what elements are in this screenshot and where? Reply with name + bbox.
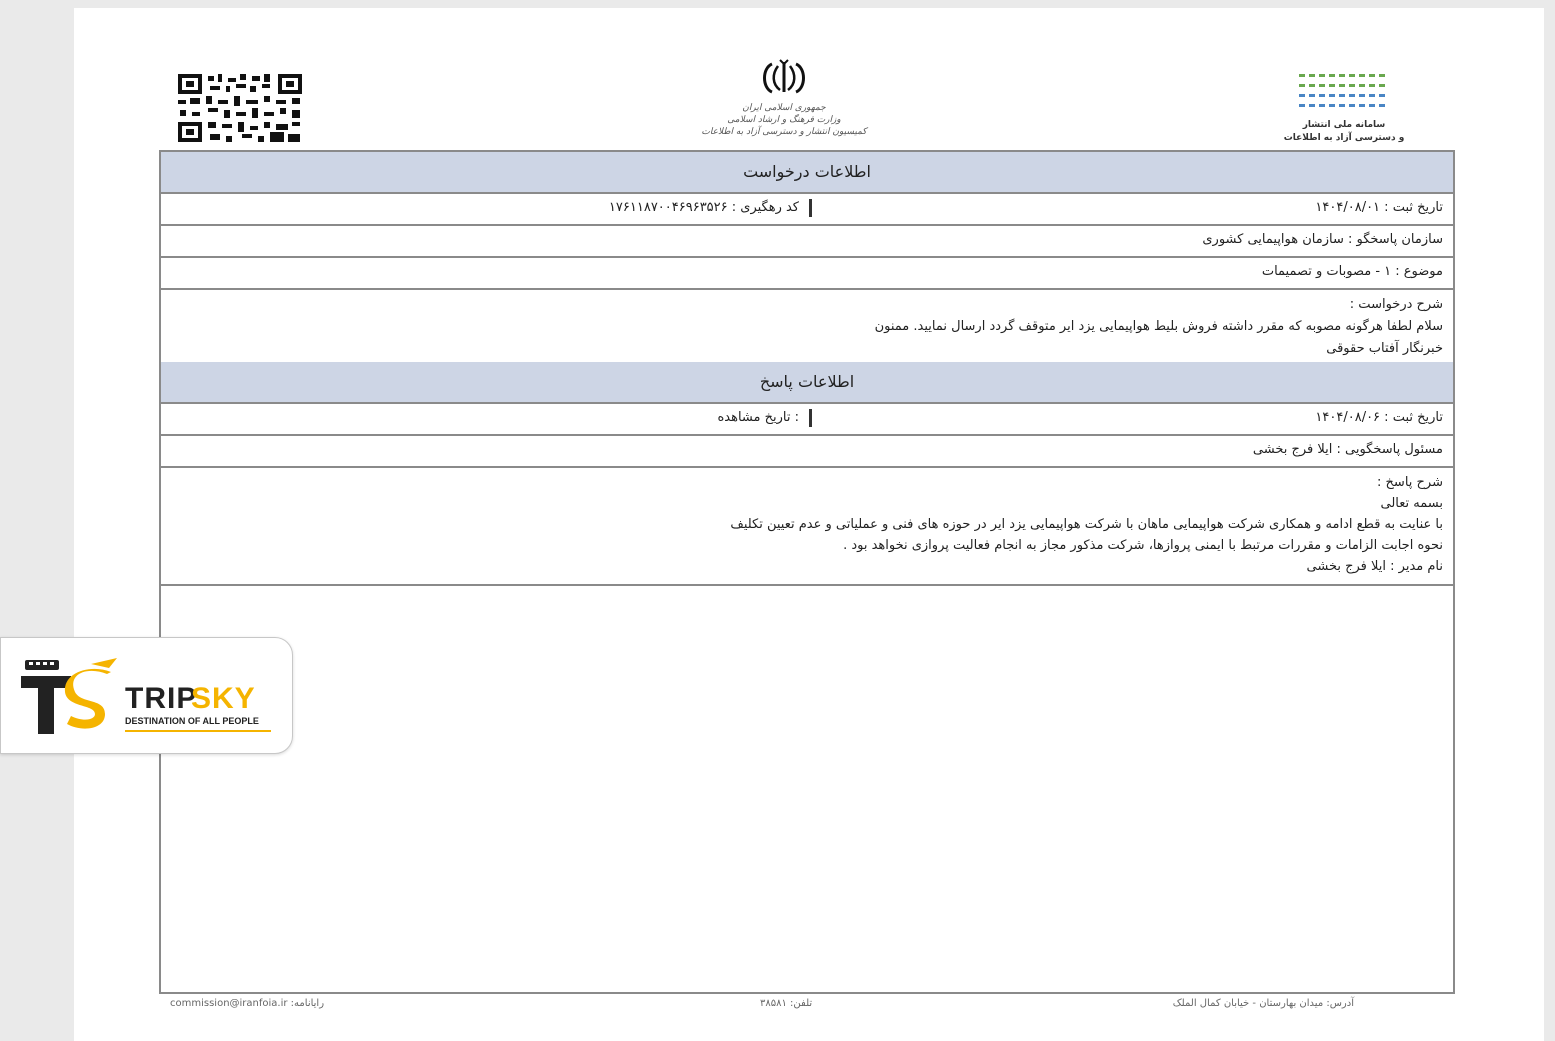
emblem-line-1: جمهوری اسلامی ایران	[742, 103, 826, 113]
request-desc-line-2: خبرنگار آفتاب حقوقی	[1326, 341, 1443, 356]
tripsky-logo-icon	[21, 658, 125, 738]
request-description-row	[161, 288, 1453, 364]
response-line-4: نام مدیر : ایلا فرج بخشی	[1306, 559, 1443, 574]
request-date-row	[161, 192, 1453, 226]
request-desc-line-1: سلام لطفا هرگونه مصوبه که مقرر داشته فروش بلیط هواپیمایی یزد ایر متوقف گردد ارسال نمایید. ممنون	[874, 319, 1443, 334]
footer-address: آدرس: میدان بهارستان - خیابان کمال الملک	[1172, 998, 1354, 1009]
request-form	[159, 150, 1455, 994]
emblem-line-3: کمیسیون انتشار و دسترسی آزاد به اطلاعات	[701, 127, 867, 137]
brand-name-part-2: SKY	[191, 682, 256, 715]
request-section-title: اطلاعات درخواست	[161, 152, 1453, 194]
tripsky-watermark	[0, 637, 293, 754]
respondent-org-row	[161, 224, 1453, 258]
footer-email: رایانامه: commission@iranfoia.ir	[170, 998, 325, 1009]
iran-emblem	[634, 58, 934, 150]
divider	[809, 409, 812, 427]
responsible-person: مسئول پاسخگویی : ایلا فرج بخشی	[1252, 442, 1443, 457]
response-line-2: با عنایت به قطع ادامه و همکاری شرکت هواپیمایی ماهان با شرکت هواپیمایی یزد ایر در حوزه های فنی و عملیاتی و عدم تعیین تکلیف	[730, 517, 1443, 532]
response-line-1: بسمه تعالی	[1380, 496, 1443, 511]
brand-name-part-1: TRIP	[125, 682, 198, 715]
document-page	[74, 8, 1544, 1041]
dot-grid-logo-icon	[1299, 72, 1389, 114]
request-reg-date: تاریخ ثبت : ۱۴۰۴/۰۸/۰۱	[1315, 200, 1443, 215]
tracking-code: کد رهگیری : ۱۷۶۱۱۸۷۰۰۴۶۹۶۳۵۲۶	[608, 200, 799, 215]
response-line-3: نحوه اجابت الزامات و مقررات مرتبط با ایمنی پروازها، شرکت مذکور مجاز به انجام فعالیت پروازی نخواهد بود .	[843, 538, 1443, 553]
iran-emblem-icon	[754, 58, 814, 98]
view-date: : تاریخ مشاهده	[717, 410, 799, 425]
emblem-line-2: وزارت فرهنگ و ارشاد اسلامی	[727, 115, 841, 125]
brand-tagline: DESTINATION OF ALL PEOPLE	[125, 716, 259, 726]
subject-row	[161, 256, 1453, 290]
response-description-row	[161, 466, 1453, 586]
response-date-row	[161, 402, 1453, 436]
divider	[809, 199, 812, 217]
foia-system-logo	[1244, 72, 1444, 148]
qr-code-icon	[176, 72, 304, 144]
request-desc-label: شرح درخواست :	[1349, 297, 1443, 312]
org-label-line-2: و دسترسی آزاد به اطلاعات	[1283, 133, 1405, 143]
request-subject: موضوع : ۱ - مصوبات و تصمیمات	[1261, 264, 1443, 279]
response-reg-date: تاریخ ثبت : ۱۴۰۴/۰۸/۰۶	[1315, 410, 1443, 425]
footer-phone: تلفن: ۳۸۵۸۱	[760, 998, 813, 1009]
responsible-row	[161, 434, 1453, 468]
brand-underline	[125, 730, 271, 732]
response-section-title: اطلاعات پاسخ	[161, 362, 1453, 404]
org-label-line-1: سامانه ملی انتشار	[1302, 120, 1386, 130]
response-desc-label: شرح پاسخ :	[1377, 475, 1443, 490]
respondent-org: سازمان پاسخگو : سازمان هواپیمایی کشوری	[1202, 232, 1443, 247]
